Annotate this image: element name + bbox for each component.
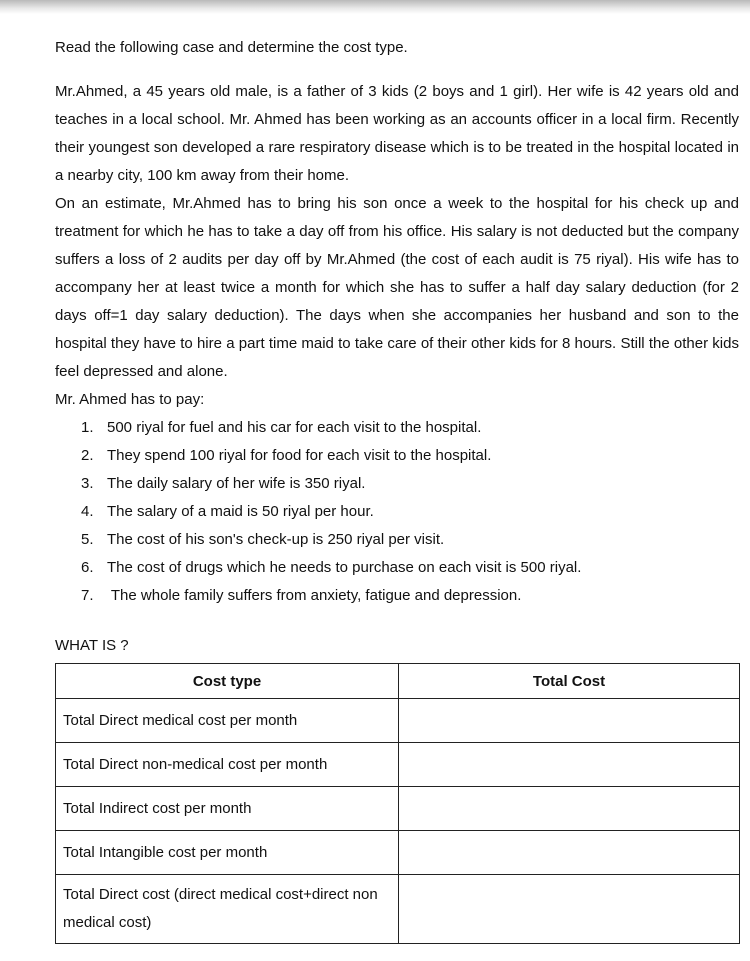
list-item: [55, 414, 739, 442]
list-item-number: 2.: [81, 447, 94, 464]
cost-type-cell: Total Direct medical cost per month: [56, 699, 399, 743]
list-item-number: 4.: [81, 503, 94, 520]
list-item-number: 7.: [81, 587, 94, 604]
table-row: [56, 831, 740, 875]
list-item-text: They spend 100 riyal for food for each visit to the hospital.: [107, 447, 492, 464]
pays-heading: Mr. Ahmed has to pay:: [55, 391, 205, 408]
cost-type-cell: Total Intangible cost per month: [56, 831, 399, 875]
list-item-number: 1.: [81, 419, 94, 436]
instruction-text: Read the following case and determine the cost type.: [55, 39, 408, 56]
question-label: WHAT IS ?: [55, 637, 129, 654]
pay-list: [55, 414, 739, 610]
list-item-text: The salary of a maid is 50 riyal per hour.: [107, 503, 374, 520]
list-item-number: 5.: [81, 531, 94, 548]
header-total-cost: Total Cost: [399, 664, 740, 699]
case-paragraph-2: On an estimate, Mr.Ahmed has to bring his son once a week to the hospital for his check up and treatment for which he has to take a day off from his office. His salary is not deducted but the company suffers a loss of 2 audits per day off by Mr.Ahmed (the cost of each audit is 75 riyal). His wife has to accompany her at least twice a month for which she has to suffer a half day salary deduction (for 2 days off=1 day salary deduction). The days when she accompanies her husband and son to the hospital they have to hire a part time maid to take care of their other kids for 8 hours. Still the other kids feel depressed and alone.: [55, 195, 739, 380]
list-item-text: The cost of drugs which he needs to purchase on each visit is 500 riyal.: [107, 559, 582, 576]
total-cost-cell[interactable]: [399, 875, 740, 944]
total-cost-cell[interactable]: [399, 787, 740, 831]
table-row: [56, 875, 740, 944]
total-cost-cell[interactable]: [399, 831, 740, 875]
list-item: [55, 526, 739, 554]
table-row: [56, 743, 740, 787]
list-item: [55, 470, 739, 498]
list-item: [55, 498, 739, 526]
cost-type-cell: Total Direct non-medical cost per month: [56, 743, 399, 787]
list-item-number: 3.: [81, 475, 94, 492]
table-row: [56, 699, 740, 743]
header-cost-type: Cost type: [56, 664, 399, 699]
list-item-number: 6.: [81, 559, 94, 576]
total-cost-cell[interactable]: [399, 699, 740, 743]
list-item-text: The cost of his son's check-up is 250 riyal per visit.: [107, 531, 445, 548]
table-row: [56, 787, 740, 831]
list-item: [55, 442, 739, 470]
list-item-text: The whole family suffers from anxiety, fatigue and depression.: [107, 587, 522, 604]
cost-type-cell: Total Direct cost (direct medical cost+direct non medical cost): [56, 875, 399, 944]
table-header-row: [56, 664, 740, 699]
list-item: [55, 554, 739, 582]
list-item-text: The daily salary of her wife is 350 riyal.: [107, 475, 366, 492]
total-cost-cell[interactable]: [399, 743, 740, 787]
document-page: [55, 36, 739, 931]
case-paragraph-1: Mr.Ahmed, a 45 years old male, is a father of 3 kids (2 boys and 1 girl). Her wife is 42 years old and teaches in a local school. Mr. Ahmed has been working as an accounts officer in a local firm. Recently their youngest son developed a rare respiratory disease which is to be treated in the hospital located in a nearby city, 100 km away from their home.: [55, 83, 739, 184]
list-item: [55, 582, 739, 610]
cost-type-cell: Total Indirect cost per month: [56, 787, 399, 831]
top-edge-shadow: [0, 0, 750, 14]
cost-table: [55, 663, 740, 944]
list-item-text: 500 riyal for fuel and his car for each visit to the hospital.: [107, 419, 482, 436]
